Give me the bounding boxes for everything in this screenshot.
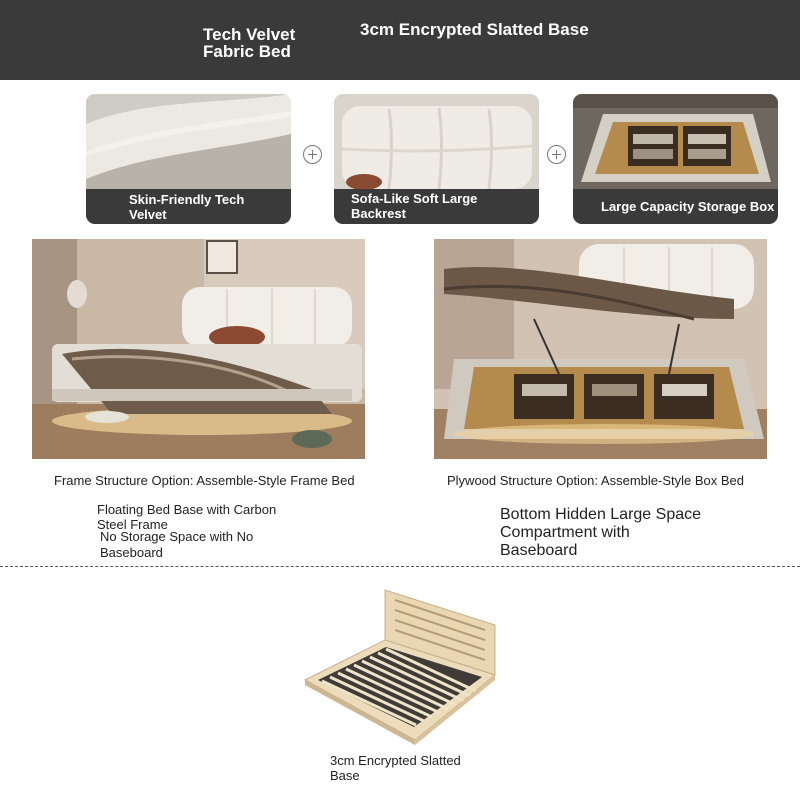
box-option-title: Plywood Structure Option: Assemble-Style Box Bed [447, 473, 744, 488]
slatted-base-illustration [300, 585, 500, 745]
box-bed-illustration [434, 239, 767, 459]
header-bar [0, 0, 800, 80]
header-right-title: 3cm Encrypted Slatted Base [360, 20, 589, 39]
plus-icon [547, 145, 566, 164]
frame-bed-illustration [32, 239, 365, 459]
backrest-image [334, 94, 539, 189]
header-left-title: Tech Velvet Fabric Bed [203, 25, 296, 61]
slatted-base-image [300, 585, 500, 745]
feature-caption: Large Capacity Storage Box [573, 189, 778, 224]
slatted-base-caption: 3cm Encrypted Slatted Base [330, 753, 461, 783]
velvet-fabric-image [86, 94, 291, 189]
frame-bed-photo [32, 239, 365, 459]
feature-caption: Skin-Friendly Tech Velvet [86, 189, 291, 224]
section-divider [0, 566, 800, 567]
feature-card-backrest [334, 94, 539, 224]
feature-card-storage [573, 94, 778, 224]
storage-box-image [573, 94, 778, 189]
frame-option-title: Frame Structure Option: Assemble-Style Frame Bed [54, 473, 355, 488]
feature-caption: Sofa-Like Soft Large Backrest [334, 189, 539, 224]
box-bed-photo [434, 239, 767, 459]
feature-card-velvet [86, 94, 291, 224]
box-option-desc: Bottom Hidden Large Space Compartment with Baseboard [500, 506, 702, 559]
plus-icon [303, 145, 322, 164]
frame-option-desc-storage: No Storage Space with No Baseboard [100, 529, 254, 560]
frame-option-desc-steel: Floating Bed Base with Carbon Steel Frame [97, 502, 277, 532]
